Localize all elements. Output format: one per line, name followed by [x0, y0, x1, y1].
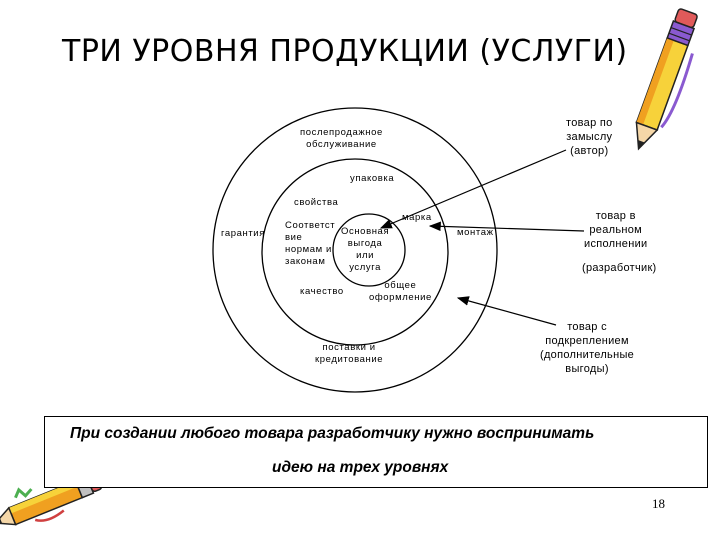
label-brand: марка	[402, 212, 432, 223]
label-warranty: гарантия	[221, 228, 265, 239]
label-after-sales: послепродажное обслуживание	[300, 127, 383, 150]
label-installation: монтаж	[457, 227, 494, 238]
page-number: 18	[652, 496, 665, 511]
label-delivery-credit: поставки и кредитование	[315, 342, 384, 365]
note-line-1: При создании любого товара разработчику нужно воспринимать	[70, 425, 595, 442]
note-line-2: идею на трех уровнях	[272, 459, 449, 476]
callout-actual-developer: (разработчик)	[582, 262, 657, 274]
label-packaging: упаковка	[350, 173, 395, 184]
label-compliance: Соответст вие нормам и законам	[285, 220, 336, 267]
label-quality: качество	[300, 286, 344, 297]
callout-concept: товар по замыслу (автор)	[566, 117, 613, 157]
pencil-icon	[628, 8, 706, 156]
label-properties: свойства	[294, 197, 339, 208]
label-design: общее оформление	[369, 280, 432, 303]
callout-augmented: товар с подкреплением (дополнительные выгоды)	[540, 321, 635, 375]
callout-actual: товар в реальном исполнении	[584, 210, 648, 250]
label-core-benefit: Основная выгода или услуга	[341, 226, 390, 273]
page-title: ТРИ УРОВНЯ ПРОДУКЦИИ (УСЛУГИ)	[62, 34, 628, 69]
arrow-actual	[430, 226, 584, 231]
